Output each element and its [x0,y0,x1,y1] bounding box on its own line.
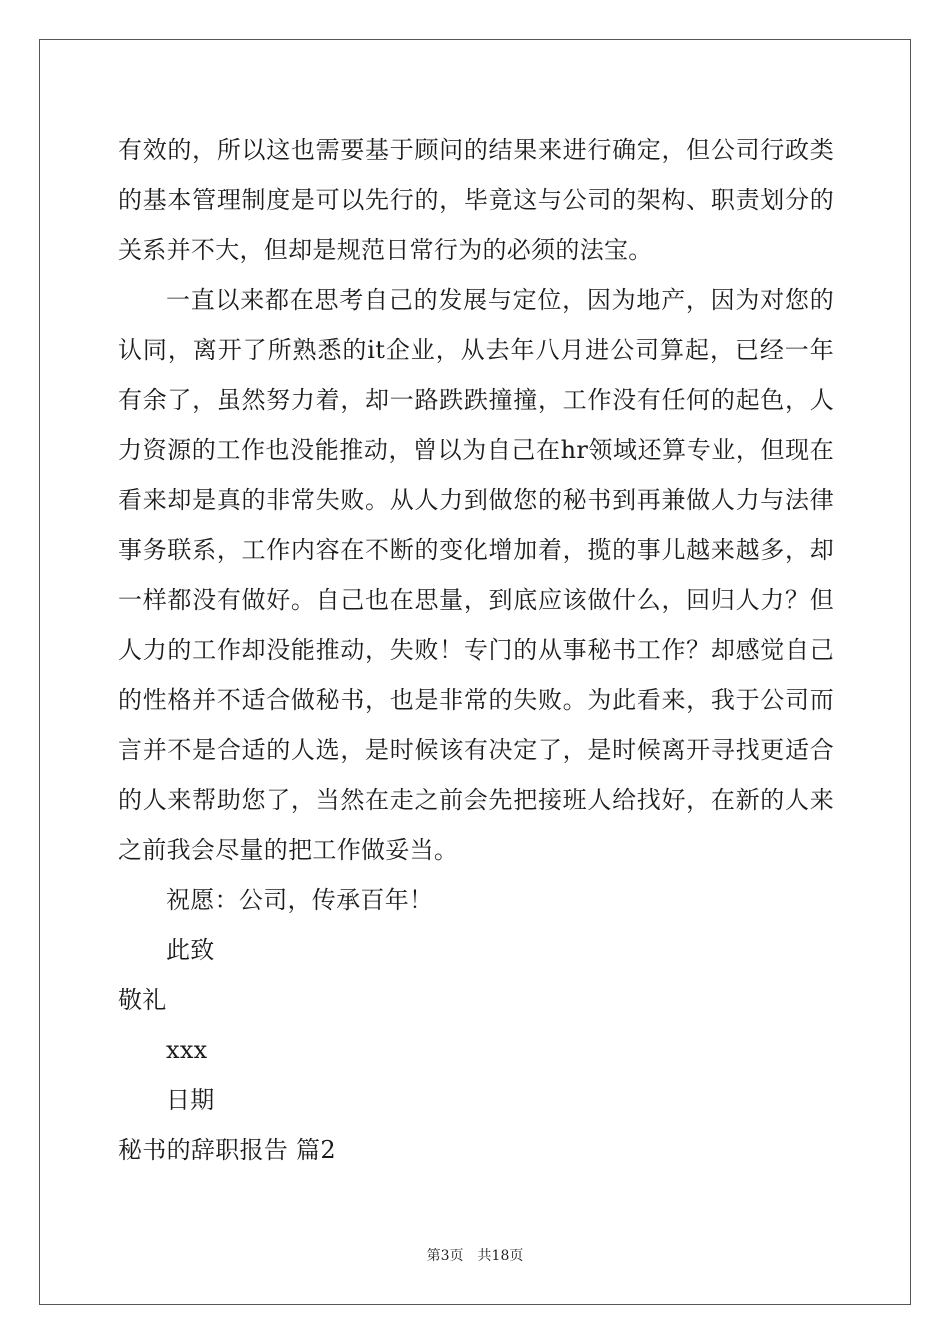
signature: xxx [166,1036,208,1064]
wish-line: 祝愿：公司，传承百年！ [166,886,434,914]
closing-regards: 敬礼 [118,986,167,1014]
paragraph-continued: 有效的，所以这也需要基于顾问的结果来进行确定，但公司行政类的基本管理制度是可以先行的，毕竟这与公司的架构、职责划分的关系并不大，但却是规范日常行为的必须的法宝。 [118,136,834,264]
closing-salutation: 此致 [166,936,215,964]
date-label: 日期 [166,1086,215,1114]
page-number: 第3页 [426,1248,464,1264]
page-total: 共18页 [477,1248,524,1264]
letter-body [118,125,834,1175]
page-footer [0,1246,950,1266]
paragraph-main: 一直以来都在思考自己的发展与定位，因为地产，因为对您的认同，离开了所熟悉的it企业，从去年八月进公司算起，已经一年有余了，虽然努力着，却一路跌跌撞撞，工作没有任何的起色，人力资源的工作也没能推动，曾以为自己在hr领域还算专业，但现在看来却是真的非常失败。从人力到做您的秘书到再兼做人力与法律事务联系，工作内容在不断的变化增加着，揽的事儿越来越多，却一样都没有做好。自己也在思量，到底应该做什么，回归人力？但人力的工作却没能推动，失败！专门的从事秘书工作？却感觉自己的性格并不适合做秘书，也是非常的失败。为此看来，我于公司而言并不是合适的人选，是时候该有决定了，是时候离开寻找更适合的人来帮助您了，当然在走之前会先把接班人给找好，在新的人来之前我会尽量的把工作做妥当。 [118,286,834,864]
section-heading: 秘书的辞职报告 篇2 [118,1136,336,1164]
